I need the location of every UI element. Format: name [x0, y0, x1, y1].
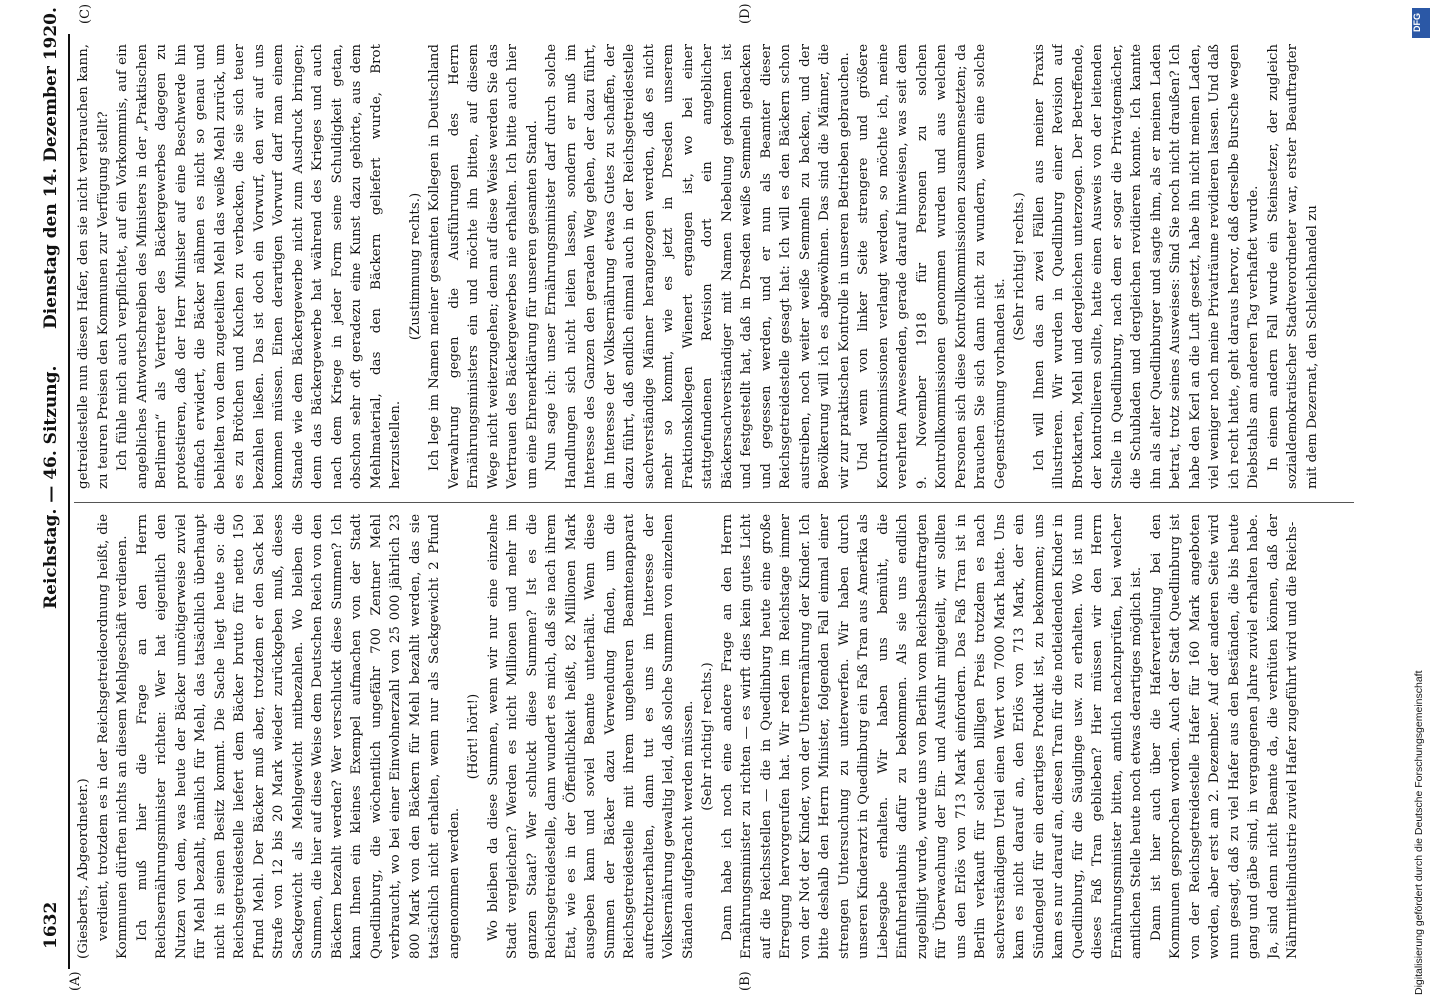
paragraph: verdient, trotzdem es in der Reichsgetreideordnung heißt, die Kommunen dürften nichts an diesem Mehlgeschäft verdienen.: [95, 514, 130, 959]
paragraph: Ich will Ihnen das an zwei Fällen aus meiner Praxis illustrieren. Wir wurden in Quedlinburg einer Revision auf Brotkarten, Mehl und dergleichen unterzogen. Der Betreffende, der kontrollieren sollte, hatte einen Ausweis von der leitenden Stelle in Quedlinburg, nach dem er sogar die Privatgemächer, die Schubladen und dergleichen revidieren konnte. Ich kannte ihn als alter Quedlinburger und sagte ihm, als er meinen Laden betrat, trotz seines Ausweises: Sind Sie noch nicht draußen? Ich habe den Kerl an die Luft gesetzt, habe ihn nicht meinen Laden, viel weniger noch meine Privaträume revidieren lassen. Und daß ich recht hatte, geht daraus hervor, daß derselbe Bursche wegen Diebstahls am anderen Tag verhaftet wurde.: [1031, 44, 1261, 489]
page-number: 1632: [41, 901, 61, 949]
paragraph: Ich lege im Namen meiner gesamten Kollegen in Deutschland Verwahrung gegen die Ausführungen des Herrn Ernährungsministers ein und möchte ihn bitten, auf diesem Wege nicht weiterzugehen; denn auf diese Weise werden Sie das Vertrauen des Bäckergewerbes nie erhalten. Ich bitte auch hier um eine Ehrenerklärung für unseren gesamten Stand.: [427, 44, 540, 489]
rotated-page: [38, 3, 1368, 991]
paragraph: Dann ist hier auch über die Haferverteilung bei den Kommunen gesprochen worden. Auch der Stadt Quedlinburg ist von der Reichsgetreidestelle Hafer für 160 Mark angeboten worden, aber erst am 2. Dezember. Auf der anderen Seite wird nun gesagt, daß zu viel Hafer aus den Beständen, die bis heute gang und gäbe sind, in vergangenen Jahre zuviel erhalten habe. Ja, sind denn nicht Beamte da, die verhüten können, daß der Nährmittelindustrie zuviel Hafer zugeführt wird und die Reichs-: [1148, 514, 1300, 959]
session-date: Dienstag den 14. Dezember 1920.: [41, 7, 61, 329]
interjection: (Hört! hört!): [466, 693, 481, 780]
margin-marker-d: (D): [738, 3, 753, 24]
interjection: (Sehr richtig! rechts.): [1012, 192, 1027, 341]
paragraph: In einem andern Fall wurde ein Steinsetzer, der zugleich sozialdemokratischer Stadtverordneter war, erster Beauftragter mit dem Dezernat, den Schleichhandel zu: [1265, 44, 1320, 489]
dfg-logo: DFG: [1412, 8, 1430, 38]
left-column: [74, 514, 1364, 959]
running-head: Reichstag. — 46. Sitzung.: [41, 365, 61, 609]
column-divider: [74, 502, 1354, 503]
paragraph: Und wenn von linker Seite strengere und größere Kontrollkommissionen verlangt werden, so möchte ich, meine verehrten Anwesenden, gerade darauf hinweisen, was seit dem 9. November 1918 für Personen zu solchen Kontrollkommissionen genommen wurden und aus welchen Personen sich diese Kontrollkommissionen zusammensetzten; da brauchen Sie sich dann nicht zu wundern, wenn eine solche Gegenströmung vorhanden ist.: [856, 44, 1008, 489]
paragraph: getreidestelle nun diesen Hafer, den sie nicht verbrauchen kann, zu teuren Preisen den Kommunen zur Verfügung stellt?: [76, 44, 111, 489]
digitization-credit: Digitalisierung gefördert durch die Deutsche Forschungsgemeinschaft: [1413, 670, 1425, 995]
paragraph: Dann habe ich noch eine andere Frage an den Herrn Ernährungsminister zu richten — es wirft dies kein gutes Licht auf die Reichsstellen — die in Quedlinburg heute eine große Erregung hervorgerufen hat. Wir reden im Reichstage immer von der Not der Kinder, von der Unterernährung der Kinder. Ich bitte deshalb den Herrn Minister, folgenden Fall einmal einer strengen Untersuchung zu unterwerfen. Wir haben durch unseren Kinderarzt in Quedlinburg ein Faß Tran aus Amerika als Liebesgabe erhalten. Wir haben uns bemüht, die Einfuhrerlaubnis dafür zu bekommen. Als sie uns endlich zugebilligt wurde, wurde uns von Berlin vom Reichsbeauftragten für Überwachung der Ein- und Ausfuhr mitgeteilt, wir sollten uns den Erlös von 713 Mark einfordern. Das Faß Tran ist in Berlin verkauft für solchen billigen Preis trotzdem es nach sachverständigem Urteil einen Wert von 7000 Mark hatte. Uns kam es nicht darauf an, den Erlös von 713 Mark, der ein Sündengeld für ein derartiges Produkt ist, zu bekommen; uns kam es nur darauf an, diesen Tran für die notleidenden Kinder in Quedlinburg, für die Säuglinge usw. zu erhalten. Wo ist nun dieses Faß Tran geblieben? Hier müssen wir den Herrn Ernährungsminister bitten, amtlich nachzuprüfen, bei welcher amtlichen Stelle heute noch etwas derartiges möglich ist.: [719, 514, 1144, 959]
margin-marker-b: (B): [738, 971, 753, 991]
margin-marker-c: (C): [78, 3, 93, 24]
page-header: [38, 7, 70, 969]
paragraph: Nun sage ich: unser Ernährungsminister darf durch solche Handlungen sich nicht leiten lassen, sondern er muß im Interesse des Ganzen den geraden Weg gehen, der dazu führt, im Interesse der Volksernährung etwas Gutes zu schaffen, der dazu führt, daß endlich einmal auch in der Reichsgetreidestelle sachverständige Männer herangezogen werden, daß es nicht mehr so kommt, wie es jetzt in Dresden unserem Fraktionskollegen Wienert ergangen ist, wo bei einer stattgefundenen Revision dort ein angeblicher Bäckersachverständiger mit Namen Nebelung gekommen ist und festgestellt hat, daß in Dresden weiße Semmeln gebacken und gegessen werden, und er nun als Beamter dieser Reichsgetreidestelle gesagt hat: Ich will es den Bäckern schon austreiben, noch weiter weiße Semmeln zu backen, und der Bevölkerung will ich es abgewöhnen. Das sind die Männer, die wir zur praktischen Kontrolle in unseren Betrieben gebrauchen.: [544, 44, 852, 489]
interjection: (Sehr richtig! rechts.): [700, 662, 715, 811]
paragraph: Ich fühle mich auch verpflichtet, auf ein Vorkommnis, auf ein angebliches Antwortschreiben des Ministers in der „Praktischen Berlinerin“ als Vertreter des Bäckergewerbes dagegen zu protestieren, daß der Herr Minister auf eine Beschwerde hin einfach erwidert, die Bäcker nähmen es nicht so genau und behielten von dem zugeteilten Mehl das weiße Mehl zurück, um es zu Brötchen und Kuchen zu verbacken, die sie sich teuer bezahlen ließen. Das ist doch ein Vorwurf, den wir auf uns kommen müssen. Einen derartigen Vorwurf darf man einem Stande wie dem Bäckergewerbe nicht zum Ausdruck bringen; denn das Bäckergewerbe hat während des Krieges und auch nach dem Kriege in jeder Form seine Schuldigkeit getan, obschon sehr oft geradezu eine Kunst dazu gehörte, aus dem Mehlmaterial, das den Bäckern geliefert wurde, Brot herzustellen.: [115, 44, 403, 489]
right-column: [74, 44, 1364, 489]
paragraph: Ich muß hier die Frage an den Herrn Reichsernährungsminister richten: Wer hat eigentlich den Nutzen von dem, was heute der Bäcker unnötigerweise zuviel für Mehl bezahlt, nämlich für Mehl, das tatsächlich überhaupt nicht in seinen Besitz kommt. Die Sache liegt heute so: die Reichsgetreidestelle liefert dem Bäcker brutto für netto 150 Pfund Mehl. Der Bäcker muß aber, trotzdem er den Sack bei Strafe von 12 bis 20 Mark wieder zurückgeben muß, dieses Sackgewicht als Mehlgewicht mitbezahlen. Wo bleiben die Summen, die hier auf diese Weise dem Deutschen Reich von den Bäckern bezahlt werden? Wer verschluckt diese Summen? Ich kann Ihnen ein kleines Exempel aufmachen von der Stadt Quedlinburg, die wöchentlich ungefähr 700 Zentner Mehl verbraucht, wo bei einer Einwohnerzahl von 25 000 jährlich 23 800 Mark von den Bäckern für Mehl bezahlt werden, das sie tatsächlich nicht erhalten, wenn nur als Sackgewicht 2 Pfund angenommen werden.: [134, 514, 462, 959]
paragraph: Wo bleiben da diese Summen, wenn wir nur eine einzelne Stadt vergleichen? Werden es nicht Millionen und mehr im ganzen Staat? Wer schluckt diese Summen? Ist es die Reichsgetreidestelle, dann wundert es mich, daß sie nach ihrem Etat, wie es in der Öffentlichkeit heißt, 82 Millionen Mark ausgeben kann und soviel Beamte unterhält. Wenn diese Summen der Bäcker dazu Verwendung finden, um die Reichsgetreidestelle mit ihrem ungeheuren Beamtenapparat aufrechtzuerhalten, dann tut es uns im Interesse der Volksernährung gewaltig leid, daß solche Summen von einzelnen Ständen aufgebracht werden müssen.: [485, 514, 696, 959]
interjection: (Zustimmung rechts.): [407, 192, 423, 341]
margin-marker-a: (A): [68, 971, 83, 991]
speaker-attribution: (Giesberts, Abgeordneter.): [76, 778, 91, 959]
